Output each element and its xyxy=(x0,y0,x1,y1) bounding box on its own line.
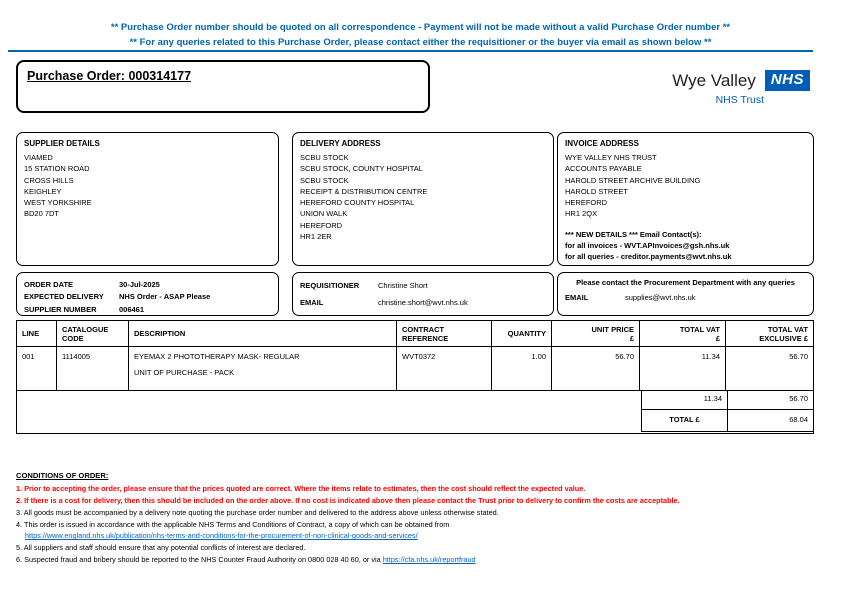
requisitioner-name: Christine Short xyxy=(378,281,428,290)
address-line: SCBU STOCK xyxy=(300,153,349,162)
column-header-catalogue-code: CATALOGUE CODE xyxy=(57,321,129,347)
condition-item-3: 3. All goods must be accompanied by a delivery note quoting the purchase order number and delivered to the address above unless otherwise stated. xyxy=(16,508,499,518)
table-row xyxy=(17,347,813,391)
address-line: UNION WALK xyxy=(300,209,348,219)
report-fraud-link[interactable]: https://cfa.nhs.uk/reportfraud xyxy=(382,555,476,565)
address-line: SCBU STOCK xyxy=(300,175,349,185)
column-header-contract-reference: CONTRACT REFERENCE xyxy=(397,321,492,347)
procurement-contact-box xyxy=(557,272,814,316)
cell-description: EYEMAX 2 PHOTOTHERAPY MASK- REGULAR UNIT OF PURCHASE - PACK xyxy=(129,347,397,391)
condition-item-6: 6. Suspected fraud and bribery should be reported to the NHS Counter Fraud Authority on 0800 028 40 60, or via https://cfa.nhs.uk/reportfraud xyxy=(16,555,476,565)
column-header-quantity: QUANTITY xyxy=(492,321,552,347)
header-divider xyxy=(8,50,813,52)
address-line: HAROLD STREET ARCHIVE BUILDING xyxy=(565,175,701,185)
purchase-order-label: Purchase Order: xyxy=(27,69,125,83)
cell-total-vat: 11.34 xyxy=(640,347,726,391)
subtotal-vat-value: 11.34 xyxy=(641,391,727,410)
trust-name: Wye Valley xyxy=(672,70,756,90)
address-line: WYE VALLEY NHS TRUST xyxy=(565,153,657,162)
cell-catalogue-code: 1114005 xyxy=(57,347,129,391)
supplier-details-title: SUPPLIER DETAILS xyxy=(24,139,100,148)
order-date-label: ORDER DATE xyxy=(24,280,74,289)
notice-line-1: ** Purchase Order number should be quoted on all correspondence - Payment will not be made without a valid Purchase Order number ** xyxy=(110,22,731,33)
address-line: ACCOUNTS PAYABLE xyxy=(565,164,642,174)
conditions-of-order xyxy=(16,470,818,566)
column-header-total-vat: TOTAL VAT £ xyxy=(640,321,726,347)
requisitioner-label: REQUISITIONER xyxy=(300,281,360,290)
delivery-address-box xyxy=(292,132,554,266)
address-line: VIAMED xyxy=(24,153,53,162)
total-label: TOTAL £ xyxy=(641,410,727,432)
cell-total-vat-exclusive: 56.70 xyxy=(726,347,813,391)
cell-contract-reference: WVT0372 xyxy=(397,347,492,391)
nhs-trust-logo xyxy=(672,70,810,106)
condition-item-2: 2. If there is a cost for delivery, then this should be included on the order above. If no cost is indicated above then please contact the Trust prior to delivery to confirm the costs are acceptable. xyxy=(16,496,680,506)
address-line: BD20 7DT xyxy=(24,209,60,219)
delivery-address-title: DELIVERY ADDRESS xyxy=(300,139,381,148)
email-contacts-heading: *** NEW DETAILS *** Email Contact(s): xyxy=(565,229,702,239)
supplier-number-label: SUPPLIER NUMBER xyxy=(24,304,97,314)
cell-unit-price: 56.70 xyxy=(552,347,640,391)
column-header-description: DESCRIPTION xyxy=(129,321,397,347)
table-header-row xyxy=(17,321,813,347)
expected-delivery-label: EXPECTED DELIVERY xyxy=(24,292,104,302)
total-value: 68.04 xyxy=(727,410,813,432)
invoice-address-title: INVOICE ADDRESS xyxy=(565,139,639,148)
order-lines-table xyxy=(16,320,814,434)
address-line: HEREFORD COUNTY HOSPITAL xyxy=(300,198,415,207)
subtotal-exclusive-value: 56.70 xyxy=(727,391,813,410)
cell-quantity: 1.00 xyxy=(492,347,552,391)
address-line: HEREFORD xyxy=(565,198,608,207)
column-header-total-vat-exclusive: TOTAL VAT EXCLUSIVE £ xyxy=(726,321,813,347)
address-line: HR1 2QX xyxy=(565,209,598,219)
email-contacts xyxy=(565,229,806,263)
address-line: CROSS HILLS xyxy=(24,175,74,185)
procurement-email-value: supplies@wvt.nhs.uk xyxy=(625,293,696,303)
supplier-number-value: 006461 xyxy=(119,304,145,314)
condition-item-1: 1. Prior to accepting the order, please ensure that the prices quoted are correct. Where the items relate to estimates, then the cost should reflect the expected value. xyxy=(16,484,586,494)
invoice-address-box xyxy=(557,132,814,266)
table-footer xyxy=(17,391,813,433)
address-line: HEREFORD xyxy=(300,220,343,230)
invoices-email: for all invoices - WVT.APInvoices@gsh.nhs.uk xyxy=(565,240,730,250)
requisitioner-email-label: EMAIL xyxy=(300,298,324,308)
nhs-trust-subtitle: NHS Trust xyxy=(715,94,764,106)
address-line: SCBU STOCK, COUNTY HOSPITAL xyxy=(300,164,423,174)
nhs-terms-link[interactable]: https://www.england.nhs.uk/publication/nhs-terms-and-conditions-for-the-procurement-of-non-clinical-goods-and-services/ xyxy=(25,531,418,541)
procurement-email-label: EMAIL xyxy=(565,293,589,303)
conditions-title: CONDITIONS OF ORDER: xyxy=(16,471,109,480)
supplier-details-box xyxy=(16,132,279,266)
purchase-order-number-box xyxy=(16,60,430,113)
order-info-box xyxy=(16,272,279,316)
address-line: HR1 2ER xyxy=(300,231,332,241)
cell-line-number: 001 xyxy=(17,347,57,391)
requisitioner-email-value: christine.short@wvt.nhs.uk xyxy=(378,298,468,308)
procurement-note: Please contact the Procurement Department with any queries xyxy=(576,278,795,287)
column-header-unit-price: UNIT PRICE £ xyxy=(552,321,640,347)
condition-item-5: 5. All suppliers and staff should ensure that any potential conflicts of interest are declared. xyxy=(16,543,306,553)
condition-item-4: 4. This order is issued in accordance with the applicable NHS Terms and Conditions of Contract, a copy of which can be obtained from https://www.england.nhs.uk/publication/nhs-terms-and-conditions-for-the-procurement-of-non-clinical-goods-and-services/ xyxy=(16,520,818,542)
requisitioner-box xyxy=(292,272,554,316)
address-line: HAROLD STREET xyxy=(565,186,628,196)
nhs-logo-icon: NHS xyxy=(765,70,810,91)
column-header-line: LINE xyxy=(17,321,57,347)
notice-line-2: ** For any queries related to this Purchase Order, please contact either the requisitioner or the buyer via email as shown below ** xyxy=(129,36,712,48)
address-line: 15 STATION ROAD xyxy=(24,164,90,174)
address-line: RECEIPT & DISTRIBUTION CENTRE xyxy=(300,186,428,196)
address-line: KEIGHLEY xyxy=(24,186,62,196)
purchase-order-number: 000314177 xyxy=(128,69,192,83)
order-date-value: 30-Jul-2025 xyxy=(119,280,160,289)
header-notice xyxy=(0,21,841,50)
address-line: WEST YORKSHIRE xyxy=(24,198,92,207)
queries-email: for all queries - creditor.payments@wvt.nhs.uk xyxy=(565,252,732,261)
expected-delivery-value: NHS Order - ASAP Please xyxy=(119,292,211,302)
